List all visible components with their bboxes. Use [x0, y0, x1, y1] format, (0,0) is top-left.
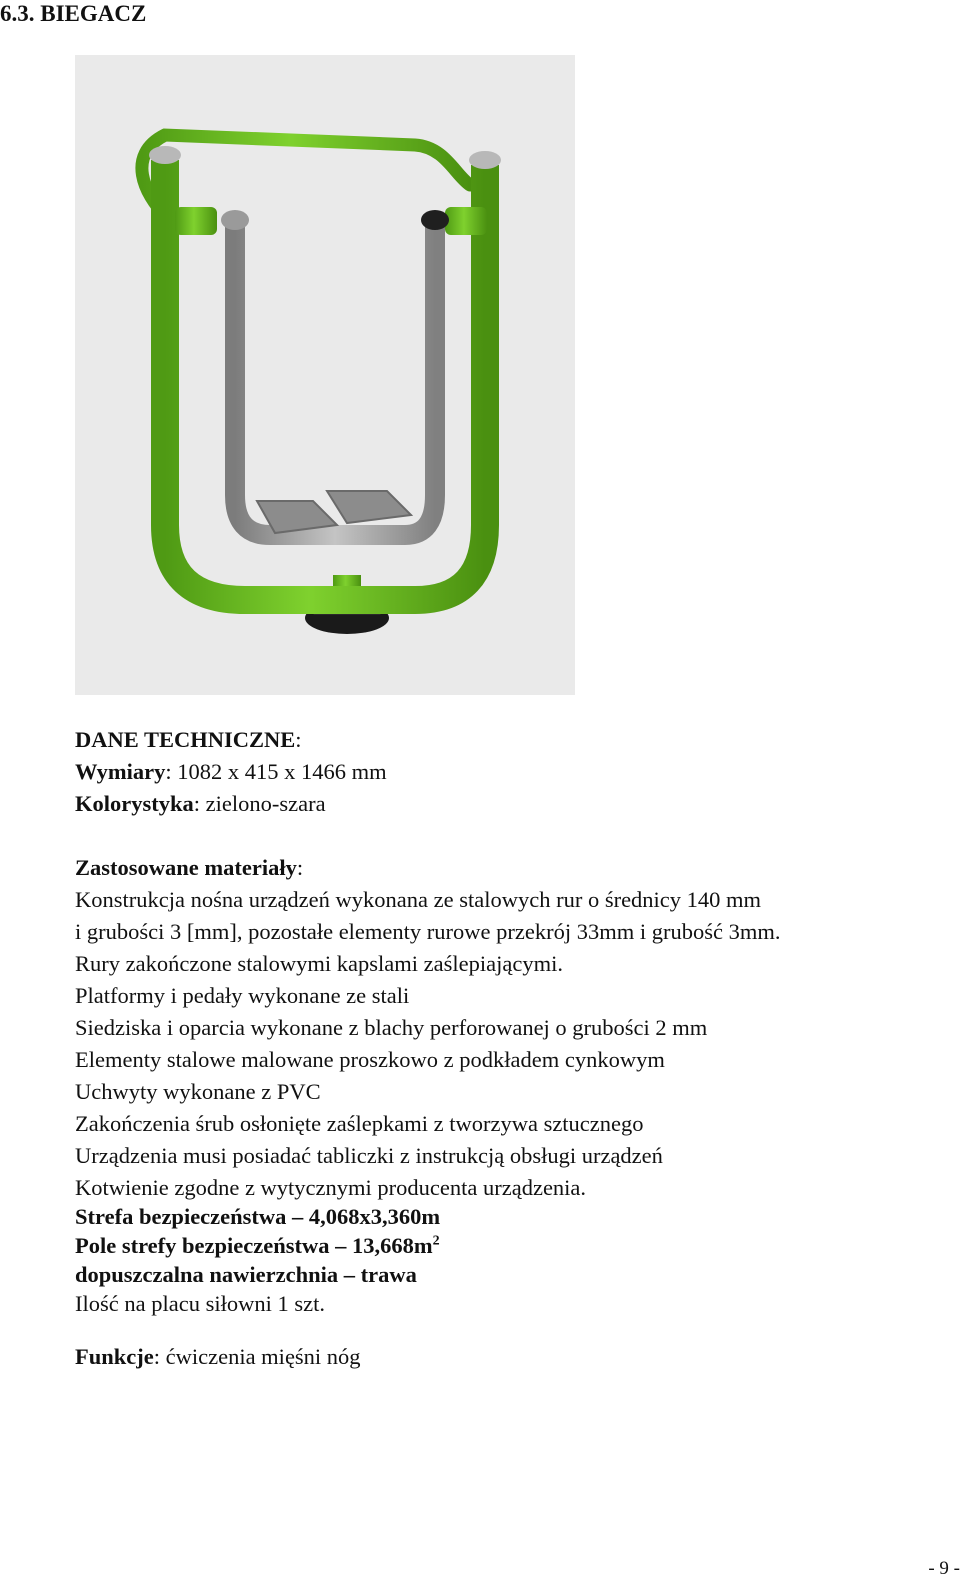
materials-title: Zastosowane materiały: [75, 855, 297, 880]
materials-section: Zastosowane materiały: Konstrukcja nośna urządzeń wykonana ze stalowych rur o średnicy 140 mm i grubości 3 [mm], pozostałe elementy rurowe przekrój 33mm i grubość 3mm. Rury zakończone stalowymi kapslami zaślepiającymi. Platformy i pedały wykonane ze stali Siedziska i oparcia wykonane z blachy perforowanej o grubości 2 mm Elementy stalowe malowane proszkowo z podkładem cynkowym Uchwyty wykonane z PVC Zakończenia śrub osłonięte zaślepkami z tworzywa sztucznego Urządzenia musi posiadać tabliczki z instrukcją obsługi urządzeń Kotwienie zgodne z wytycznymi producenta urządzenia. Strefa bezpieczeństwa – 4,068x3,360m Pole strefy bezpieczeństwa – $13,668m^2$ dopuszczalna nawierzchnia – trawa Ilość na placu siłowni 1 szt.: [75, 855, 781, 1316]
page-number: - 9 -: [928, 1558, 960, 1579]
right-cap: [469, 151, 501, 169]
functions-label: Funkcje: [75, 1344, 154, 1369]
material-line: Zakończenia śrub osłonięte zaślepkami z tworzywa sztucznego: [75, 1111, 644, 1136]
air-walker-illustration: [75, 55, 575, 695]
material-line: i grubości 3 [mm], pozostałe elementy rurowe przekrój 33mm i grubość 3mm.: [75, 919, 781, 944]
left-cap: [149, 146, 181, 164]
surface: dopuszczalna nawierzchnia – trawa: [75, 1262, 417, 1287]
safety-area: Pole strefy bezpieczeństwa – 13,668m: [75, 1233, 433, 1258]
material-line: Platformy i pedały wykonane ze stali: [75, 983, 410, 1008]
material-line: Elementy stalowe malowane proszkowo z podkładem cynkowym: [75, 1047, 665, 1072]
top-handle-bar: [142, 135, 470, 215]
swing-frame: [235, 225, 435, 535]
functions-value: : ćwiczenia mięśni nóg: [153, 1344, 361, 1369]
section-heading: 6.3. BIEGACZ: [0, 1, 147, 26]
material-line: Konstrukcja nośna urządzeń wykonana ze stalowych rur o średnicy 140 mm: [75, 887, 762, 912]
color-label: Kolorystyka: [75, 791, 194, 816]
color-value: : zielono-szara: [193, 791, 326, 816]
dimensions-value: : 1082 x 415 x 1466 mm: [165, 759, 387, 784]
safety-zone: Strefa bezpieczeństwa – 4,068x3,360m: [75, 1204, 441, 1229]
material-line: Kotwienie zgodne z wytycznymi producenta urządzenia.: [75, 1175, 587, 1200]
material-line: Uchwyty wykonane z PVC: [75, 1079, 321, 1104]
right-pivot: [445, 207, 487, 235]
quantity: Ilość na placu siłowni 1 szt.: [75, 1291, 325, 1316]
functions-section: [75, 1341, 361, 1373]
right-pedal: [327, 491, 411, 523]
right-swing-cap: [421, 210, 449, 230]
technical-data: DANE TECHNICZNE: Wymiary: 1082 x 415 x 1466 mm Kolorystyka: zielono-szara: [75, 727, 387, 816]
product-photo: [75, 55, 575, 695]
left-swing-cap: [221, 210, 249, 230]
material-line: Siedziska i oparcia wykonane z blachy perforowanej o grubości 2 mm: [75, 1015, 708, 1040]
specs-title: DANE TECHNICZNE: [75, 727, 296, 752]
dimensions-label: Wymiary: [75, 759, 166, 784]
material-line: Rury zakończone stalowymi kapslami zaślepiającymi.: [75, 951, 563, 976]
material-line: Urządzenia musi posiadać tabliczki z instrukcją obsługi urządzeń: [75, 1143, 663, 1168]
left-pivot: [175, 207, 217, 235]
